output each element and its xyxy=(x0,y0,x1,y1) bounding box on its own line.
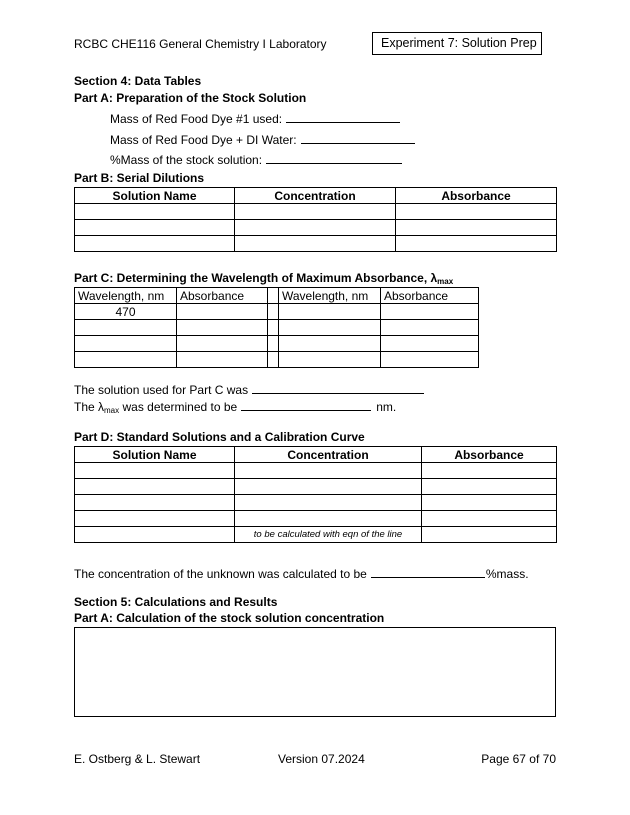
partC-title-text: Part C: Determining the Wavelength of Maximum Absorbance, λ xyxy=(74,271,438,285)
partB-header-name: Solution Name xyxy=(75,188,235,204)
partB-header-conc: Concentration xyxy=(235,188,396,204)
partC-sentence1-label: The solution used for Part C was xyxy=(74,383,249,397)
partA-line2-blank[interactable] xyxy=(301,131,415,144)
table-cell[interactable] xyxy=(75,527,235,543)
table-row xyxy=(75,236,557,252)
partC-spacer xyxy=(268,304,279,320)
partD-title: Part D: Standard Solutions and a Calibration Curve xyxy=(74,430,365,444)
partC-title xyxy=(74,271,453,286)
partD-sentence-label: The concentration of the unknown was calculated to be xyxy=(74,567,367,581)
table-cell[interactable] xyxy=(177,336,268,352)
partD-header-name: Solution Name xyxy=(75,447,235,463)
table-cell[interactable] xyxy=(177,352,268,368)
table-cell[interactable] xyxy=(75,463,235,479)
partC-first-wavelength[interactable]: 470 xyxy=(75,304,177,320)
table-cell[interactable] xyxy=(235,236,396,252)
table-cell[interactable] xyxy=(279,352,381,368)
table-cell[interactable] xyxy=(422,463,557,479)
table-cell[interactable] xyxy=(279,320,381,336)
partC-sentence2 xyxy=(74,398,396,415)
table-cell[interactable] xyxy=(396,204,557,220)
partC-solution-blank[interactable] xyxy=(252,381,424,394)
table-cell[interactable] xyxy=(75,220,235,236)
table-row xyxy=(75,527,557,543)
table-cell[interactable] xyxy=(235,463,422,479)
table-cell[interactable] xyxy=(381,352,479,368)
partB-header-abs: Absorbance xyxy=(396,188,557,204)
partC-header-abs1: Absorbance xyxy=(177,288,268,304)
table-cell[interactable] xyxy=(396,236,557,252)
section4-title: Section 4: Data Tables xyxy=(74,74,202,88)
partC-spacer xyxy=(268,288,279,304)
table-row xyxy=(75,495,557,511)
table-cell[interactable] xyxy=(422,495,557,511)
table-cell[interactable] xyxy=(381,336,479,352)
partA-title: Part A: Preparation of the Stock Solution xyxy=(74,91,307,105)
table-cell[interactable] xyxy=(422,511,557,527)
table-cell[interactable] xyxy=(396,220,557,236)
calculation-box[interactable] xyxy=(74,627,556,717)
partC-header-wl2: Wavelength, nm xyxy=(279,288,381,304)
partA-line3 xyxy=(110,151,402,167)
partC-sentence2-mid: was determined to be xyxy=(119,400,238,414)
table-cell[interactable] xyxy=(422,527,557,543)
partA-line2 xyxy=(110,131,415,147)
footer-version: Version 07.2024 xyxy=(278,752,365,766)
table-row xyxy=(75,204,557,220)
partC-header-row xyxy=(75,288,479,304)
table-cell[interactable] xyxy=(75,479,235,495)
header-course-title: RCBC CHE116 General Chemistry I Laboratory xyxy=(74,37,327,51)
table-cell[interactable] xyxy=(75,511,235,527)
table-row xyxy=(75,463,557,479)
section5-title: Section 5: Calculations and Results xyxy=(74,595,278,609)
partC-header-abs2: Absorbance xyxy=(381,288,479,304)
table-cell[interactable] xyxy=(75,352,177,368)
table-cell[interactable] xyxy=(381,304,479,320)
partD-header-abs: Absorbance xyxy=(422,447,557,463)
table-cell[interactable] xyxy=(177,304,268,320)
partC-spacer xyxy=(268,320,279,336)
table-cell[interactable] xyxy=(235,495,422,511)
partC-header-wl1: Wavelength, nm xyxy=(75,288,177,304)
table-row xyxy=(75,352,479,368)
table-row xyxy=(75,336,479,352)
partC-sentence2-sub: max xyxy=(104,406,120,415)
partD-header-conc: Concentration xyxy=(235,447,422,463)
table-row xyxy=(75,304,479,320)
table-row xyxy=(75,320,479,336)
partD-table xyxy=(74,446,557,543)
partA-line1 xyxy=(110,110,400,126)
footer-authors: E. Ostberg & L. Stewart xyxy=(74,752,201,766)
partD-sentence-unit: %mass. xyxy=(485,567,529,581)
table-cell[interactable] xyxy=(75,336,177,352)
experiment-title-box xyxy=(372,32,542,55)
experiment-title: Experiment 7: Solution Prep xyxy=(381,36,537,50)
table-cell[interactable] xyxy=(422,479,557,495)
partA-line1-blank[interactable] xyxy=(286,110,400,123)
table-cell[interactable] xyxy=(235,204,396,220)
table-cell[interactable] xyxy=(381,320,479,336)
partC-sentence2-unit: nm. xyxy=(376,400,397,414)
table-cell[interactable] xyxy=(279,304,381,320)
partC-sentence2-pre: The λ xyxy=(74,400,105,414)
table-cell[interactable] xyxy=(75,204,235,220)
partD-calc-note: to be calculated with eqn of the line xyxy=(235,527,422,543)
partD-sentence xyxy=(74,565,529,581)
partC-title-sub: max xyxy=(437,277,454,286)
table-cell[interactable] xyxy=(75,320,177,336)
partD-header-row xyxy=(75,447,557,463)
table-cell[interactable] xyxy=(75,236,235,252)
table-cell[interactable] xyxy=(235,511,422,527)
partA-line1-label: Mass of Red Food Dye #1 used: xyxy=(110,112,283,126)
section5-partA-title: Part A: Calculation of the stock solution concentration xyxy=(74,611,385,625)
partB-title: Part B: Serial Dilutions xyxy=(74,171,205,185)
table-cell[interactable] xyxy=(279,336,381,352)
partC-spacer xyxy=(268,336,279,352)
partA-line3-blank[interactable] xyxy=(266,151,402,164)
table-row xyxy=(75,511,557,527)
partA-line3-label: %Mass of the stock solution: xyxy=(110,153,263,167)
table-cell[interactable] xyxy=(177,320,268,336)
partD-unknown-blank[interactable] xyxy=(371,565,485,578)
table-cell[interactable] xyxy=(75,495,235,511)
partA-line2-label: Mass of Red Food Dye + DI Water: xyxy=(110,133,297,147)
partC-lambda-blank[interactable] xyxy=(241,398,371,411)
partB-table xyxy=(74,187,557,252)
table-cell[interactable] xyxy=(235,479,422,495)
partC-spacer xyxy=(268,352,279,368)
table-cell[interactable] xyxy=(235,220,396,236)
footer-page-number: Page 67 of 70 xyxy=(481,752,556,766)
table-row xyxy=(75,220,557,236)
partB-header-row xyxy=(75,188,557,204)
table-row xyxy=(75,479,557,495)
partC-sentence1 xyxy=(74,381,424,397)
partC-table xyxy=(74,287,479,368)
